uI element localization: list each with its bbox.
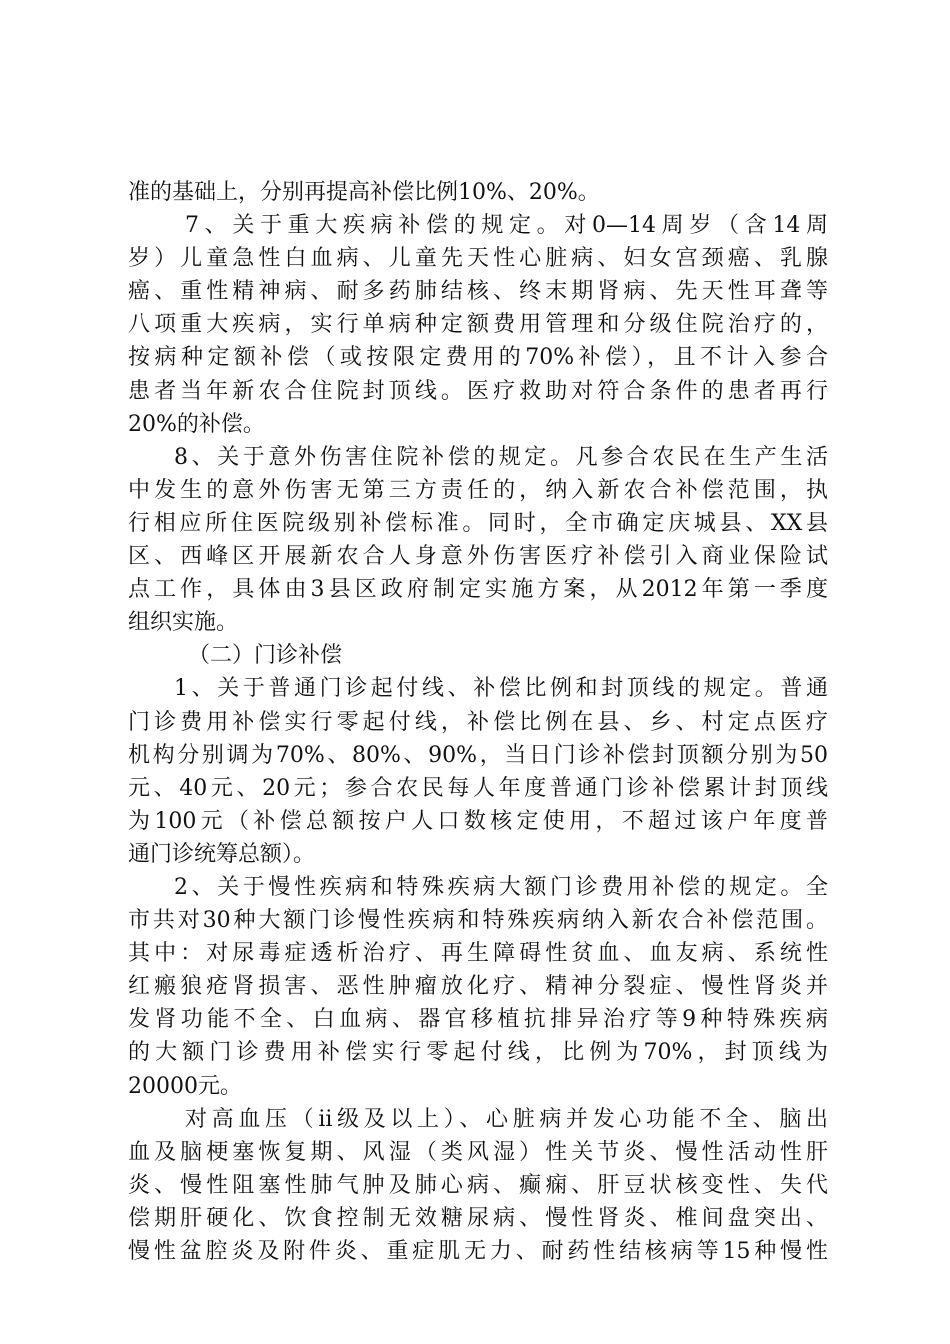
text-line: 门诊费用补偿实行零起付线，补偿比例在县、乡、村定点医疗 xyxy=(128,709,828,735)
text-line: 元、40元、20元；参合农民每人年度普通门诊补偿累计封顶线 xyxy=(128,775,828,801)
text-line: 癌、重性精神病、耐多药肺结核、终末期肾病、先天性耳聋等 xyxy=(128,279,828,305)
text-line: 按病种定额补偿（或按限定费用的70%补偿），且不计入参合 xyxy=(128,345,828,371)
text-line: 7、关于重大疾病补偿的规定。对0—14周岁（含14周 xyxy=(185,213,828,239)
text-line: 2、关于慢性疾病和特殊疾病大额门诊费用补偿的规定。全 xyxy=(174,874,828,900)
text-line: 机构分别调为70%、80%、90%，当日门诊补偿封顶额分别为50 xyxy=(128,742,828,768)
text-line: 行相应所住医院级别补偿标准。同时，全市确定庆城县、XX县 xyxy=(128,510,828,536)
document-body xyxy=(128,176,828,1268)
text-line: 的大额门诊费用补偿实行零起付线，比例为70%，封顶线为 xyxy=(128,1040,828,1066)
text-line: 区、西峰区开展新农合人身意外伤害医疗补偿引入商业保险试 xyxy=(128,544,828,570)
text-line: 1、关于普通门诊起付线、补偿比例和封顶线的规定。普通 xyxy=(174,676,828,702)
text-line: 市共对30种大额门诊慢性疾病和特殊疾病纳入新农合补偿范围。 xyxy=(128,908,828,934)
text-line: 发肾功能不全、白血病、器官移植抗排异治疗等9种特殊疾病 xyxy=(128,1007,828,1033)
text-line: 通门诊统筹总额）。 xyxy=(128,841,316,867)
text-line: 组织实施。 xyxy=(128,610,239,636)
text-line: 偿期肝硬化、饮食控制无效糖尿病、慢性肾炎、椎间盘突出、 xyxy=(128,1205,828,1231)
text-line: 20%的补偿。 xyxy=(128,411,265,437)
text-line: 8、关于意外伤害住院补偿的规定。凡参合农民在生产生活 xyxy=(174,444,828,470)
text-line: 红瘢狼疮肾损害、恶性肿瘤放化疗、精神分裂症、慢性肾炎并 xyxy=(128,974,828,1000)
text-line: 对高血压（ii级及以上）、心脏病并发心功能不全、脑出 xyxy=(185,1106,828,1132)
section-heading: （二）门诊补偿 xyxy=(188,643,343,669)
text-line: 血及脑梗塞恢复期、风湿（类风湿）性关节炎、慢性活动性肝 xyxy=(128,1139,828,1165)
text-line: 慢性盆腔炎及附件炎、重症肌无力、耐药性结核病等15种慢性 xyxy=(128,1239,828,1264)
text-line: 中发生的意外伤害无第三方责任的，纳入新农合补偿范围，执 xyxy=(128,477,828,503)
text-line: 其中：对尿毒症透析治疗、再生障碍性贫血、血友病、系统性 xyxy=(128,941,828,967)
text-line: 八项重大疾病，实行单病种定额费用管理和分级住院治疗的， xyxy=(128,312,828,338)
text-line: 准的基础上，分别再提高补偿比例10%、20%。 xyxy=(128,180,600,205)
text-line: 为100元（补偿总额按户人口数核定使用，不超过该户年度普 xyxy=(128,808,828,834)
text-line: 20000元。 xyxy=(128,1073,242,1099)
text-line: 炎、慢性阻塞性肺气肿及肺心病、癫痫、肝豆状核变性、失代 xyxy=(128,1172,828,1198)
text-line: 岁）儿童急性白血病、儿童先天性心脏病、妇女宫颈癌、乳腺 xyxy=(128,246,828,272)
text-line: 患者当年新农合住院封顶线。医疗救助对符合条件的患者再行 xyxy=(128,378,828,404)
text-line: 点工作，具体由3县区政府制定实施方案，从2012年第一季度 xyxy=(128,577,828,603)
